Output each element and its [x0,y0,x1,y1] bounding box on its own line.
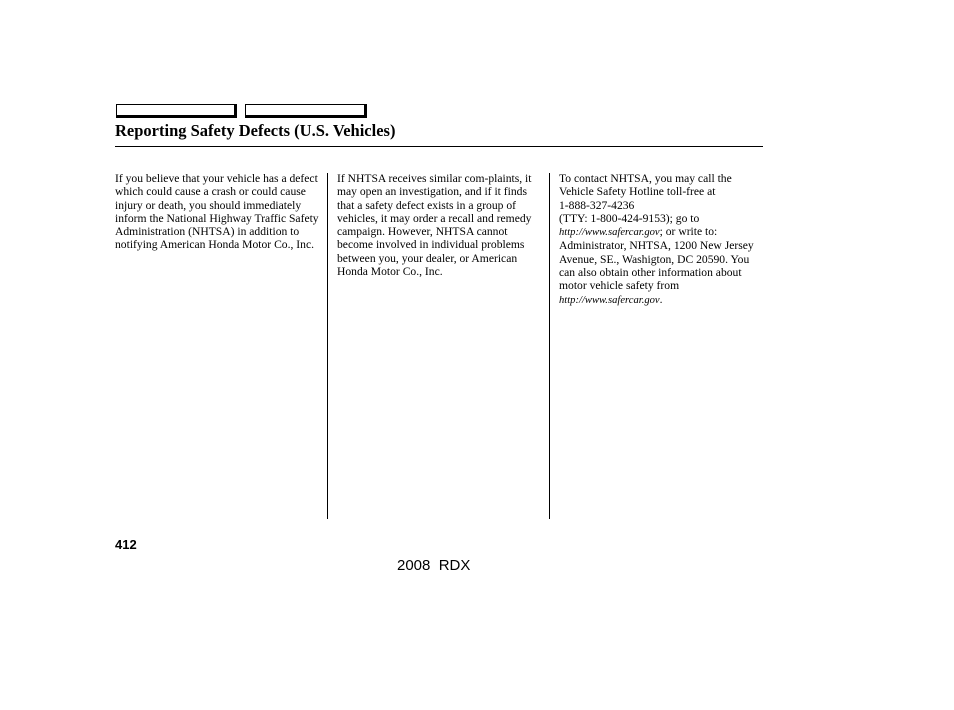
text-column-3 [559,172,765,307]
column-1-paragraph: If you believe that your vehicle has a defect which could cause a crash or could cause injury or death, you should immediately inform the National Highway Traffic Safety Administration (NHTSA) in addition to notifying American Honda Motor Co., Inc. [115,172,319,252]
tty-number: (TTY: 1-800-424-9153); go to [559,211,700,225]
text-column-1 [115,172,323,252]
page-title: Reporting Safety Defects (U.S. Vehicles) [115,121,396,140]
safercar-link-2[interactable]: http://www.safercar.gov [559,294,660,306]
column-2-paragraph: If NHTSA receives similar com-plaints, it may open an investigation, and if it finds that a safety defect exists in a group of vehicles, it may order a recall and remedy campaign. However, NHTSA cannot become involved in individual problems between you, your dealer, or American Honda Motor Co., Inc. [337,172,532,279]
nav-button-previous[interactable] [116,104,237,118]
title-divider [115,146,763,147]
hotline-phone: 1-888-327-4236 [559,198,635,212]
footer-model: 2008 RDX [397,557,471,574]
column-divider-2 [549,173,550,519]
column-3-paragraph [559,172,765,307]
contact-address: ; or write to: Administrator, NHTSA, 1200 New Jersey Avenue, SE., Washigton, DC 20590. You can also obtain other information about motor vehicle safety from [559,225,754,293]
nav-button-next[interactable] [245,104,367,118]
page-number: 412 [115,537,137,552]
safercar-link-1[interactable]: http://www.safercar.gov [559,227,660,239]
contact-intro: To contact NHTSA, you may call the Vehicle Safety Hotline toll-free at [559,172,732,199]
contact-end: . [659,292,663,306]
text-column-2 [337,172,545,278]
column-divider-1 [327,173,328,519]
